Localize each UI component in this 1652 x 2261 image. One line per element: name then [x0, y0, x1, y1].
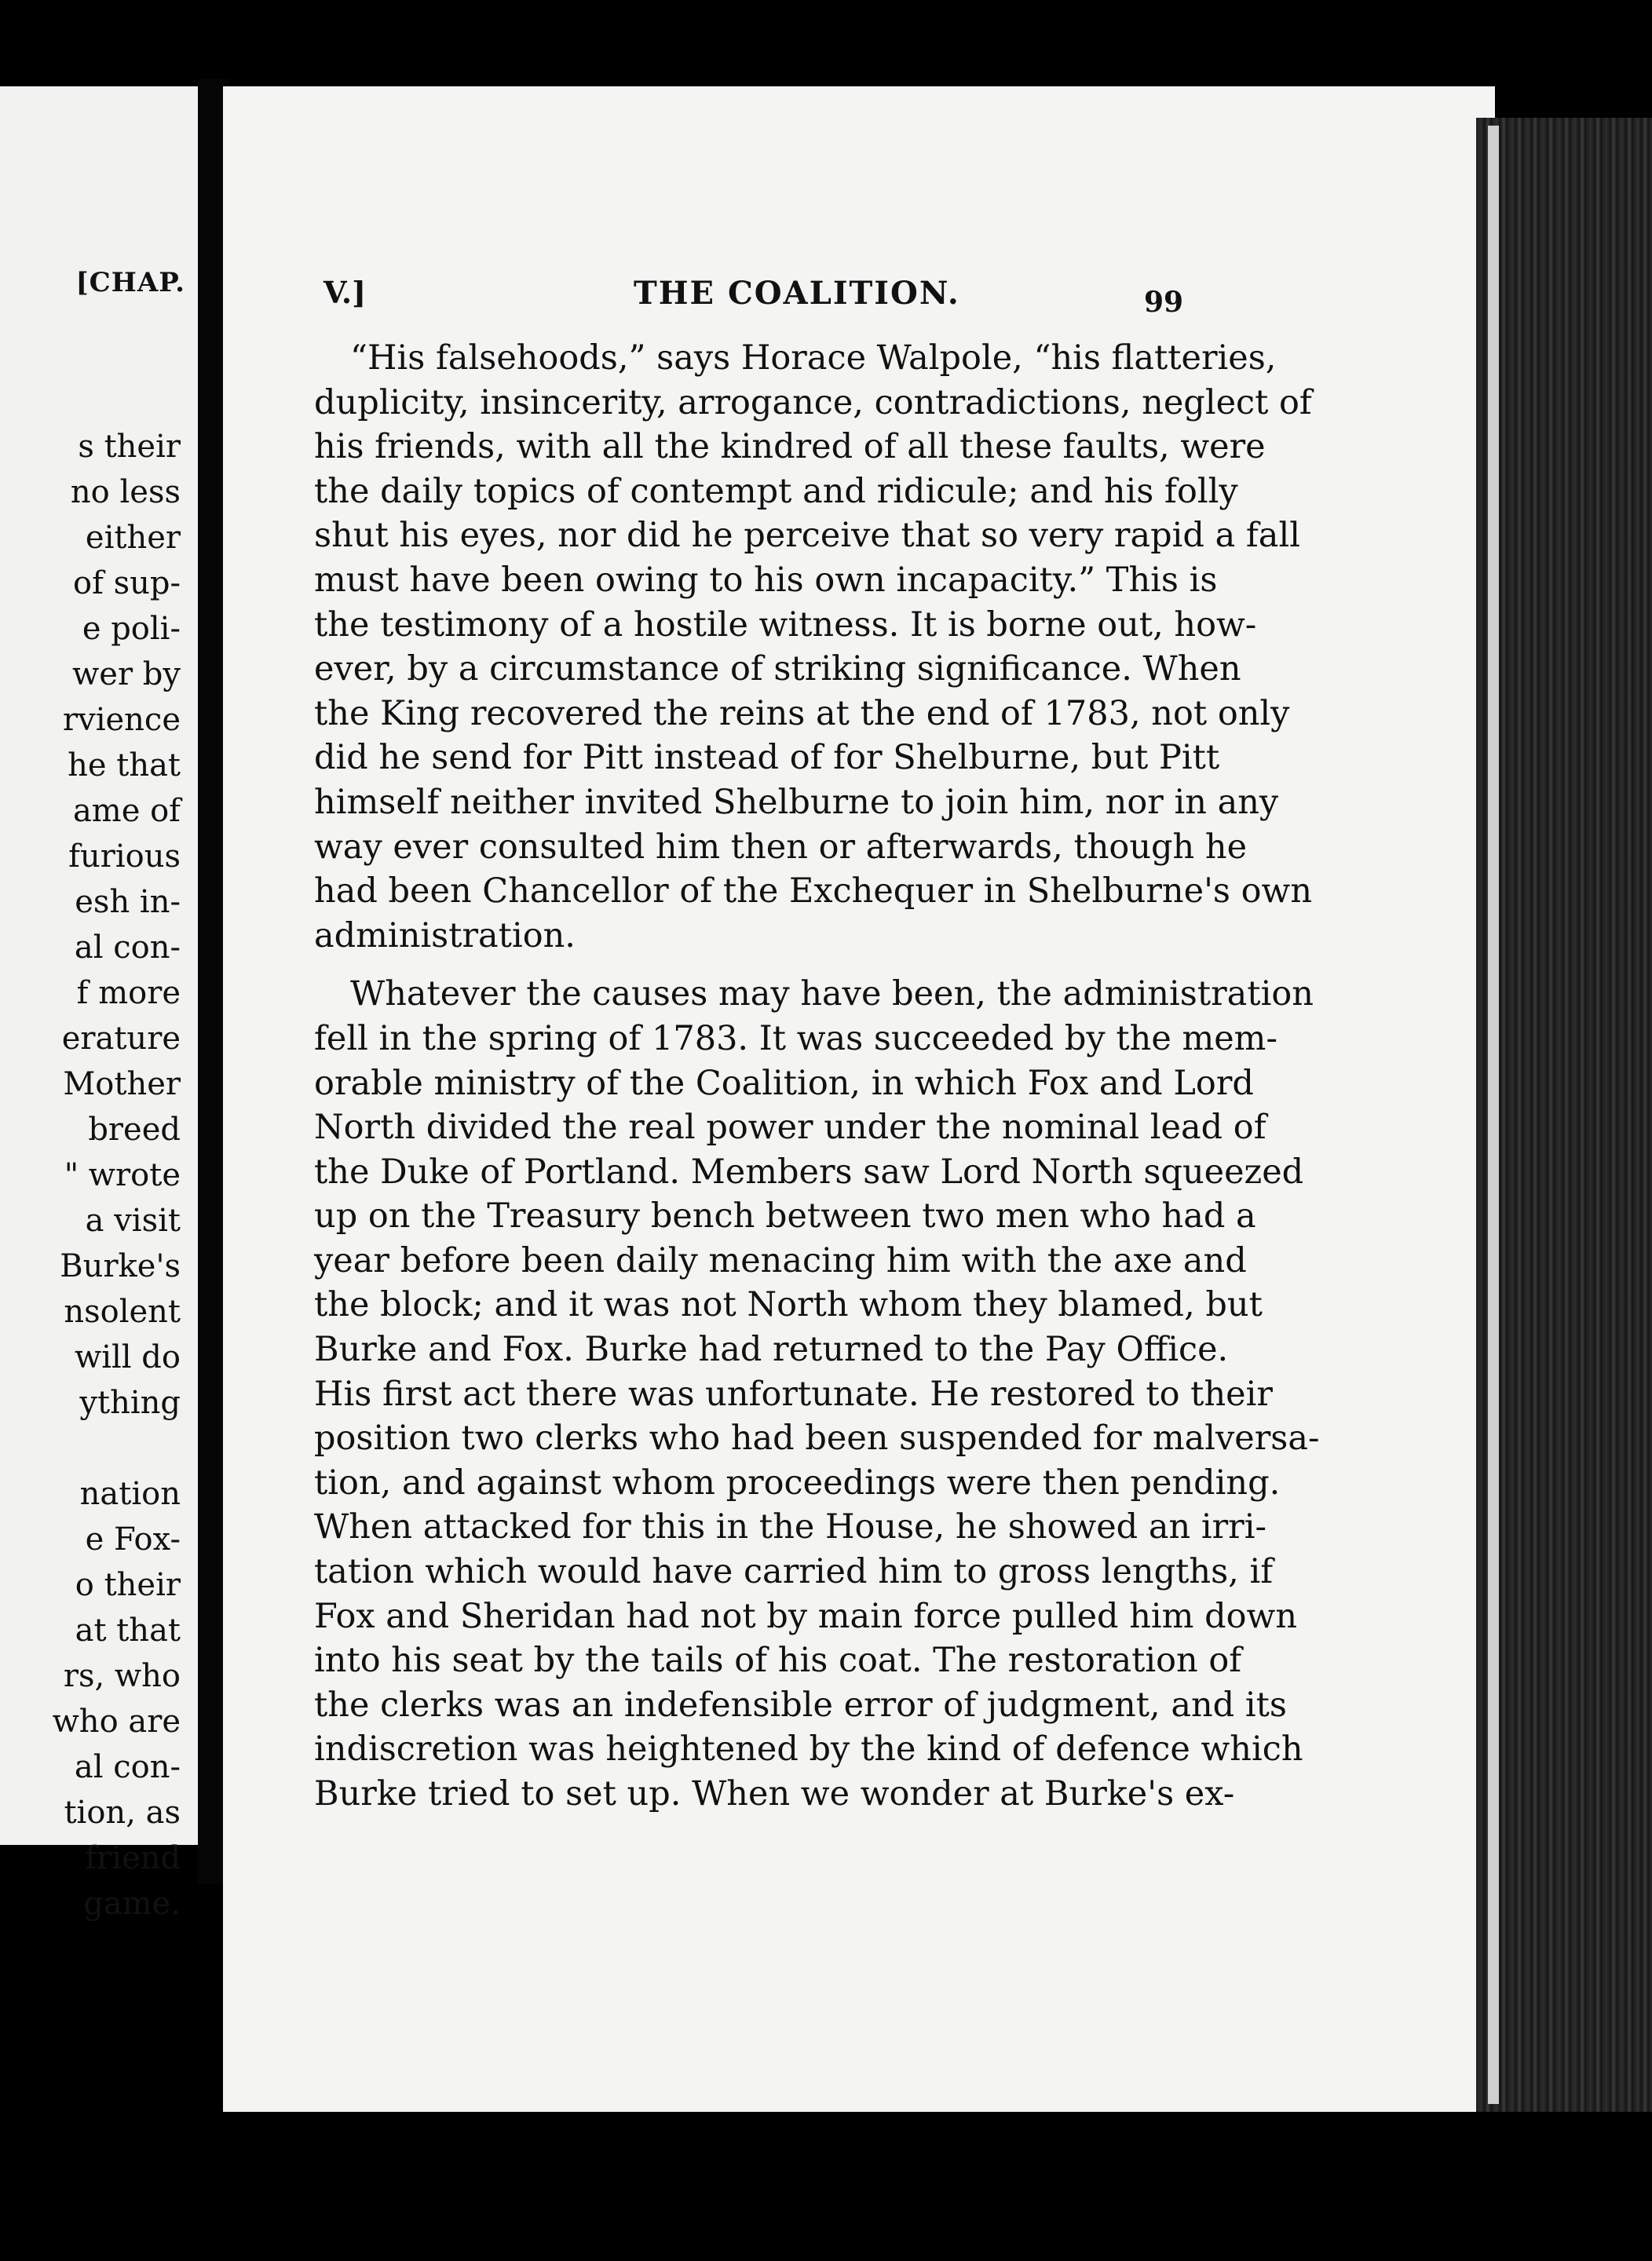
- text-line: his friends, with all the kindred of all these faults, were: [314, 427, 1266, 467]
- text-line: did he send for Pitt instead of for Shelburne, but Pitt: [314, 738, 1220, 778]
- page-edge-highlight: [1488, 126, 1499, 2104]
- previous-page-line: Mother: [63, 1066, 181, 1102]
- text-line: Burke and Fox. Burke had returned to the Pay Office.: [314, 1330, 1229, 1370]
- text-line: the block; and it was not North whom they blamed, but: [314, 1285, 1263, 1325]
- running-title: THE COALITION.: [634, 275, 960, 312]
- text-line: “His falsehoods,” says Horace Walpole, “his flatteries,: [350, 338, 1277, 378]
- text-line: duplicity, insincerity, arrogance, contradictions, neglect of: [314, 382, 1312, 422]
- previous-page-line: either: [85, 520, 181, 556]
- previous-page-text: [53, 424, 181, 1927]
- paragraph-gap: [314, 958, 1186, 972]
- previous-page-line: e Fox-: [85, 1521, 181, 1558]
- text-line: year before been daily menacing him with the axe and: [314, 1240, 1247, 1280]
- previous-page: [0, 86, 200, 1922]
- text-line: When attacked for this in the House, he showed an irri-: [314, 1507, 1266, 1547]
- previous-page-line: tion, as: [64, 1795, 181, 1831]
- previous-page-line: he that: [68, 747, 181, 783]
- text-line: tation which would have carried him to gross lengths, if: [314, 1552, 1274, 1592]
- text-line: the King recovered the reins at the end of 1783, not only: [314, 693, 1290, 733]
- text-line: indiscretion was heightened by the kind of defence which: [314, 1730, 1303, 1770]
- previous-page-line: nation: [79, 1476, 181, 1512]
- previous-page-line: wer by: [72, 656, 181, 692]
- previous-page-line: breed: [88, 1112, 181, 1148]
- text-line: the Duke of Portland. Members saw Lord North squeezed: [314, 1152, 1304, 1192]
- previous-page-line: who are: [52, 1704, 181, 1740]
- text-line: into his seat by the tails of his coat. The restoration of: [314, 1641, 1242, 1681]
- previous-page-line: friend: [85, 1840, 181, 1876]
- previous-page-line: o their: [75, 1567, 181, 1603]
- text-line: had been Chancellor of the Exchequer in Shelburne's own: [314, 871, 1313, 911]
- text-line: fell in the spring of 1783. It was succeeded by the mem-: [314, 1018, 1277, 1058]
- text-line: way ever consulted him then or afterwards, though he: [314, 827, 1248, 867]
- previous-page-line: rs, who: [63, 1658, 181, 1694]
- text-line: Burke tried to set up. When we wonder at Burke's ex-: [314, 1774, 1235, 1814]
- previous-page-line: nsolent: [64, 1294, 181, 1330]
- previous-page-line: a visit: [85, 1203, 181, 1239]
- previous-page-line: ame of: [72, 793, 181, 829]
- text-line: himself neither invited Shelburne to join him, nor in any: [314, 782, 1279, 822]
- previous-page-line: esh in-: [75, 884, 181, 920]
- text-line: Whatever the causes may have been, the administration: [350, 974, 1314, 1014]
- text-line: tion, and against whom proceedings were then pending.: [314, 1463, 1281, 1503]
- page-number: 99: [1144, 286, 1184, 319]
- text-line: administration.: [314, 915, 576, 955]
- text-line: Fox and Sheridan had not by main force pulled him down: [314, 1596, 1298, 1636]
- text-line: ever, by a circumstance of striking significance. When: [314, 649, 1241, 689]
- previous-page-line: " wrote: [64, 1157, 181, 1193]
- text-line: must have been owing to his own incapacity.” This is: [314, 560, 1218, 600]
- text-line: His first act there was unfortunate. He restored to their: [314, 1374, 1273, 1414]
- previous-page-line: al con-: [74, 930, 181, 966]
- body-text: [314, 336, 1320, 1817]
- previous-page-header: [CHAP.: [75, 267, 185, 298]
- previous-page-line: no less: [70, 474, 181, 510]
- text-line: shut his eyes, nor did he perceive that so very rapid a fall: [314, 516, 1300, 556]
- previous-page-line: at that: [75, 1613, 181, 1649]
- previous-page-line: rvience: [62, 702, 181, 738]
- running-header: [323, 275, 1187, 322]
- previous-page-line: s their: [78, 429, 181, 465]
- text-line: position two clerks who had been suspended for malversa-: [314, 1419, 1320, 1459]
- text-line: up on the Treasury bench between two men who had a: [314, 1196, 1256, 1236]
- previous-page-line: furious: [68, 838, 181, 875]
- text-line: the testimony of a hostile witness. It is borne out, how-: [314, 605, 1257, 645]
- text-line: North divided the real power under the nominal lead of: [314, 1108, 1266, 1148]
- previous-page-line: al con-: [74, 1749, 181, 1785]
- chapter-number: V.]: [323, 275, 367, 310]
- text-line: the clerks was an indefensible error of judgment, and its: [314, 1685, 1287, 1725]
- text-line: the daily topics of contempt and ridicule; and his folly: [314, 471, 1238, 511]
- page-edges: [1476, 118, 1652, 2112]
- previous-page-line: game.: [83, 1886, 181, 1922]
- text-line: orable ministry of the Coalition, in which Fox and Lord: [314, 1063, 1254, 1103]
- previous-page-line: of sup-: [72, 565, 181, 601]
- previous-page-line: [53, 1426, 181, 1471]
- previous-page-line: will do: [74, 1339, 181, 1375]
- paragraph: [314, 972, 1320, 1816]
- paragraph: [314, 336, 1313, 958]
- previous-page-line: Burke's: [60, 1248, 181, 1284]
- previous-page-line: f more: [76, 975, 181, 1011]
- previous-page-line: ything: [79, 1385, 181, 1421]
- previous-page-line: erature: [61, 1021, 181, 1057]
- previous-page-line: e poli-: [82, 611, 181, 647]
